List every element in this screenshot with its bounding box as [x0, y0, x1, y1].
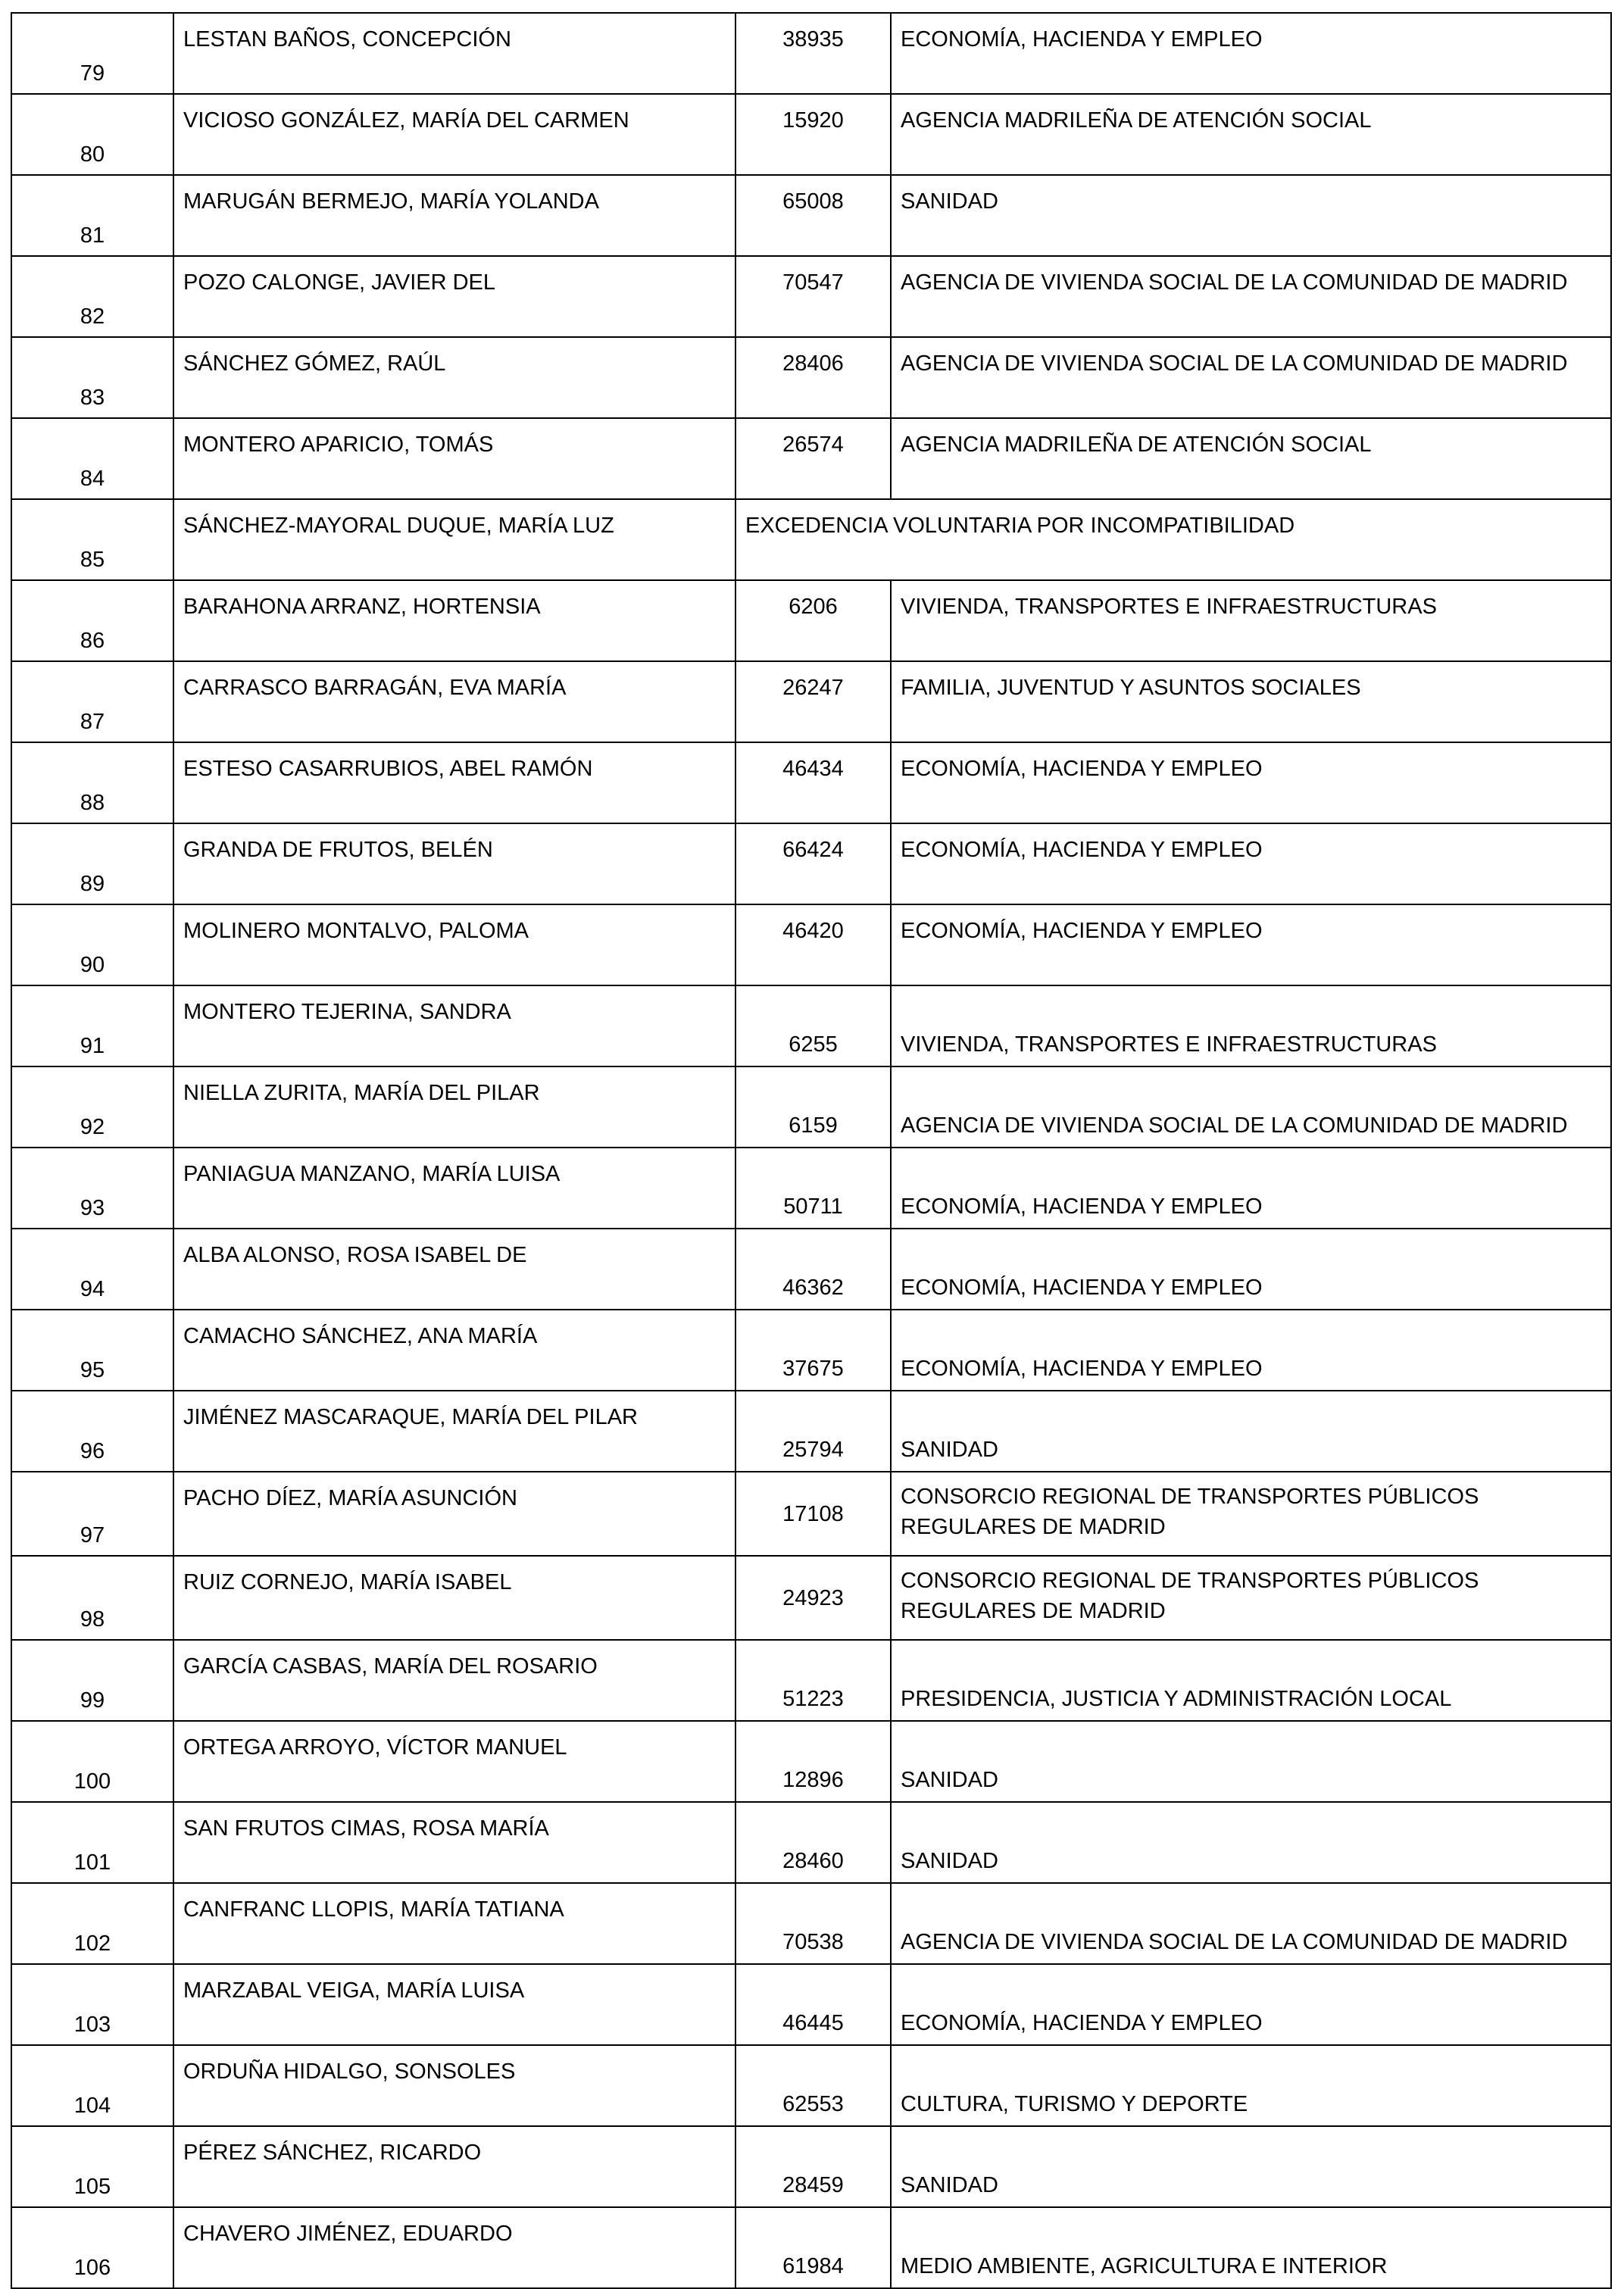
- department: ECONOMÍA, HACIENDA Y EMPLEO: [891, 1229, 1611, 1310]
- department: AGENCIA MADRILEÑA DE ATENCIÓN SOCIAL: [891, 418, 1611, 499]
- position-code: 66424: [735, 823, 891, 904]
- position-code: 65008: [735, 175, 891, 256]
- employee-name: GARCÍA CASBAS, MARÍA DEL ROSARIO: [173, 1640, 735, 1721]
- row-number: 92: [11, 1066, 173, 1148]
- position-code: 15920: [735, 94, 891, 175]
- department: AGENCIA MADRILEÑA DE ATENCIÓN SOCIAL: [891, 94, 1611, 175]
- position-code: 38935: [735, 13, 891, 94]
- table-row: [11, 985, 1611, 1066]
- employee-name: MONTERO APARICIO, TOMÁS: [173, 418, 735, 499]
- department: ECONOMÍA, HACIENDA Y EMPLEO: [891, 1310, 1611, 1391]
- employee-name: ORTEGA ARROYO, VÍCTOR MANUEL: [173, 1721, 735, 1802]
- department: SANIDAD: [891, 175, 1611, 256]
- table-row: [11, 175, 1611, 256]
- department: SANIDAD: [891, 1802, 1611, 1883]
- position-code: 17108: [735, 1472, 891, 1556]
- row-number: 94: [11, 1229, 173, 1310]
- employee-name: SAN FRUTOS CIMAS, ROSA MARÍA: [173, 1802, 735, 1883]
- employee-name: BARAHONA ARRANZ, HORTENSIA: [173, 580, 735, 661]
- table-row: [11, 13, 1611, 94]
- position-code: 51223: [735, 1640, 891, 1721]
- department: VIVIENDA, TRANSPORTES E INFRAESTRUCTURAS: [891, 580, 1611, 661]
- table-row: [11, 256, 1611, 337]
- department: AGENCIA DE VIVIENDA SOCIAL DE LA COMUNIDAD DE MADRID: [891, 1066, 1611, 1148]
- status-note: EXCEDENCIA VOLUNTARIA POR INCOMPATIBILIDAD: [735, 499, 1611, 580]
- table-row: [11, 94, 1611, 175]
- department: SANIDAD: [891, 1391, 1611, 1472]
- row-number: 79: [11, 13, 173, 94]
- employee-name: MARUGÁN BERMEJO, MARÍA YOLANDA: [173, 175, 735, 256]
- position-code: 24923: [735, 1556, 891, 1640]
- employee-name: MARZABAL VEIGA, MARÍA LUISA: [173, 1964, 735, 2045]
- table-row: [11, 1148, 1611, 1229]
- row-number: 104: [11, 2045, 173, 2126]
- position-code: 37675: [735, 1310, 891, 1391]
- department: VIVIENDA, TRANSPORTES E INFRAESTRUCTURAS: [891, 985, 1611, 1066]
- row-number: 103: [11, 1964, 173, 2045]
- row-number: 98: [11, 1556, 173, 1640]
- position-code: 46362: [735, 1229, 891, 1310]
- table-row: [11, 1472, 1611, 1556]
- position-code: 25794: [735, 1391, 891, 1472]
- table-row: [11, 1802, 1611, 1883]
- department: CONSORCIO REGIONAL DE TRANSPORTES PÚBLICOS REGULARES DE MADRID: [891, 1556, 1611, 1640]
- row-number: 100: [11, 1721, 173, 1802]
- table-row: [11, 742, 1611, 823]
- row-number: 106: [11, 2207, 173, 2288]
- department: ECONOMÍA, HACIENDA Y EMPLEO: [891, 1964, 1611, 2045]
- table-row: [11, 1556, 1611, 1640]
- row-number: 93: [11, 1148, 173, 1229]
- employee-name: ORDUÑA HIDALGO, SONSOLES: [173, 2045, 735, 2126]
- row-number: 84: [11, 418, 173, 499]
- row-number: 102: [11, 1883, 173, 1964]
- position-code: 6255: [735, 985, 891, 1066]
- position-code: 12896: [735, 1721, 891, 1802]
- position-code: 28406: [735, 337, 891, 418]
- department: PRESIDENCIA, JUSTICIA Y ADMINISTRACIÓN LOCAL: [891, 1640, 1611, 1721]
- row-number: 95: [11, 1310, 173, 1391]
- position-code: 28460: [735, 1802, 891, 1883]
- row-number: 80: [11, 94, 173, 175]
- department: SANIDAD: [891, 2126, 1611, 2207]
- row-number: 88: [11, 742, 173, 823]
- row-number: 82: [11, 256, 173, 337]
- employee-name: PANIAGUA MANZANO, MARÍA LUISA: [173, 1148, 735, 1229]
- employee-name: CARRASCO BARRAGÁN, EVA MARÍA: [173, 661, 735, 742]
- table-row: [11, 823, 1611, 904]
- table-row: [11, 1391, 1611, 1472]
- employee-name: RUIZ CORNEJO, MARÍA ISABEL: [173, 1556, 735, 1640]
- table-row: [11, 1640, 1611, 1721]
- employee-name: SÁNCHEZ-MAYORAL DUQUE, MARÍA LUZ: [173, 499, 735, 580]
- employee-name: PÉREZ SÁNCHEZ, RICARDO: [173, 2126, 735, 2207]
- department: AGENCIA DE VIVIENDA SOCIAL DE LA COMUNIDAD DE MADRID: [891, 337, 1611, 418]
- employee-name: LESTAN BAÑOS, CONCEPCIÓN: [173, 13, 735, 94]
- department: SANIDAD: [891, 1721, 1611, 1802]
- table-row: [11, 1883, 1611, 1964]
- department: ECONOMÍA, HACIENDA Y EMPLEO: [891, 1148, 1611, 1229]
- employee-name: POZO CALONGE, JAVIER DEL: [173, 256, 735, 337]
- position-code: 70538: [735, 1883, 891, 1964]
- employee-name: VICIOSO GONZÁLEZ, MARÍA DEL CARMEN: [173, 94, 735, 175]
- row-number: 101: [11, 1802, 173, 1883]
- table-row: [11, 661, 1611, 742]
- row-number: 86: [11, 580, 173, 661]
- department: ECONOMÍA, HACIENDA Y EMPLEO: [891, 904, 1611, 985]
- table-row: [11, 2126, 1611, 2207]
- employee-name: SÁNCHEZ GÓMEZ, RAÚL: [173, 337, 735, 418]
- employee-name: CHAVERO JIMÉNEZ, EDUARDO: [173, 2207, 735, 2288]
- table-row: [11, 580, 1611, 661]
- row-number: 96: [11, 1391, 173, 1472]
- employee-name: JIMÉNEZ MASCARAQUE, MARÍA DEL PILAR: [173, 1391, 735, 1472]
- row-number: 91: [11, 985, 173, 1066]
- table-row: [11, 904, 1611, 985]
- employee-name: GRANDA DE FRUTOS, BELÉN: [173, 823, 735, 904]
- row-number: 105: [11, 2126, 173, 2207]
- position-code: 28459: [735, 2126, 891, 2207]
- employee-name: PACHO DÍEZ, MARÍA ASUNCIÓN: [173, 1472, 735, 1556]
- table-row: [11, 2045, 1611, 2126]
- table-row: [11, 337, 1611, 418]
- department: AGENCIA DE VIVIENDA SOCIAL DE LA COMUNIDAD DE MADRID: [891, 256, 1611, 337]
- department: FAMILIA, JUVENTUD Y ASUNTOS SOCIALES: [891, 661, 1611, 742]
- row-number: 83: [11, 337, 173, 418]
- table-row: [11, 1964, 1611, 2045]
- department: MEDIO AMBIENTE, AGRICULTURA E INTERIOR: [891, 2207, 1611, 2288]
- table-row: [11, 499, 1611, 580]
- row-number: 87: [11, 661, 173, 742]
- table-row: [11, 1721, 1611, 1802]
- position-code: 61984: [735, 2207, 891, 2288]
- employee-name: MONTERO TEJERINA, SANDRA: [173, 985, 735, 1066]
- position-code: 50711: [735, 1148, 891, 1229]
- table-row: [11, 418, 1611, 499]
- position-code: 62553: [735, 2045, 891, 2126]
- department: ECONOMÍA, HACIENDA Y EMPLEO: [891, 823, 1611, 904]
- position-code: 6159: [735, 1066, 891, 1148]
- row-number: 81: [11, 175, 173, 256]
- department: AGENCIA DE VIVIENDA SOCIAL DE LA COMUNIDAD DE MADRID: [891, 1883, 1611, 1964]
- row-number: 85: [11, 499, 173, 580]
- row-number: 89: [11, 823, 173, 904]
- employee-name: MOLINERO MONTALVO, PALOMA: [173, 904, 735, 985]
- department: ECONOMÍA, HACIENDA Y EMPLEO: [891, 13, 1611, 94]
- table-row: [11, 1229, 1611, 1310]
- position-code: 26247: [735, 661, 891, 742]
- position-code: 46420: [735, 904, 891, 985]
- department: CONSORCIO REGIONAL DE TRANSPORTES PÚBLICOS REGULARES DE MADRID: [891, 1472, 1611, 1556]
- row-number: 90: [11, 904, 173, 985]
- employee-name: ALBA ALONSO, ROSA ISABEL DE: [173, 1229, 735, 1310]
- position-code: 46434: [735, 742, 891, 823]
- department: ECONOMÍA, HACIENDA Y EMPLEO: [891, 742, 1611, 823]
- position-code: 70547: [735, 256, 891, 337]
- employee-name: ESTESO CASARRUBIOS, ABEL RAMÓN: [173, 742, 735, 823]
- table-row: [11, 2207, 1611, 2288]
- position-code: 46445: [735, 1964, 891, 2045]
- employee-name: CANFRANC LLOPIS, MARÍA TATIANA: [173, 1883, 735, 1964]
- position-code: 26574: [735, 418, 891, 499]
- table-body: [11, 13, 1611, 2288]
- department: CULTURA, TURISMO Y DEPORTE: [891, 2045, 1611, 2126]
- position-code: 6206: [735, 580, 891, 661]
- row-number: 99: [11, 1640, 173, 1721]
- employee-name: CAMACHO SÁNCHEZ, ANA MARÍA: [173, 1310, 735, 1391]
- row-number: 97: [11, 1472, 173, 1556]
- employee-name: NIELLA ZURITA, MARÍA DEL PILAR: [173, 1066, 735, 1148]
- table-row: [11, 1310, 1611, 1391]
- personnel-table: [11, 12, 1612, 2289]
- table-row: [11, 1066, 1611, 1148]
